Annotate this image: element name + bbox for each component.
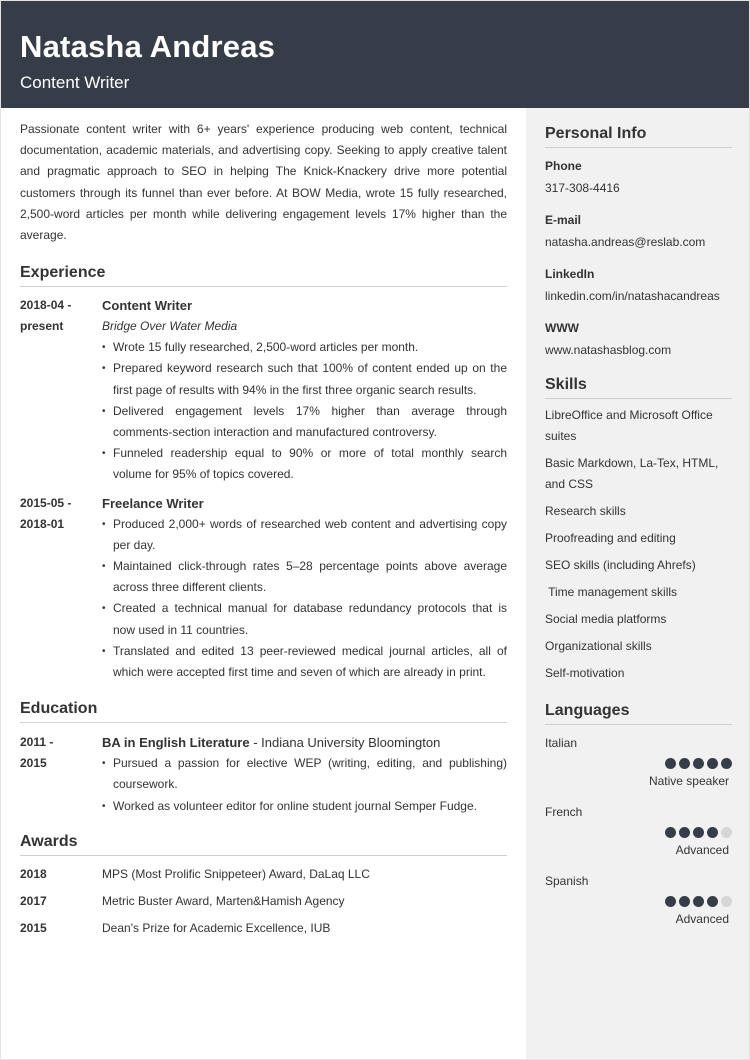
education-date: 2011 - 2015 — [20, 735, 54, 771]
language-level: Native speaker — [648, 774, 729, 788]
award-year: 2015 — [20, 920, 47, 935]
education-entry — [20, 732, 507, 817]
award-year: 2018 — [20, 866, 47, 881]
www-label: WWW — [545, 321, 579, 335]
rating-dot-filled — [693, 758, 704, 769]
bullet-item: • Delivered engagement levels 17% higher than average through comments-section interaction and manufactured controversy. — [102, 401, 507, 443]
rating-dot-filled — [693, 896, 704, 907]
language-level: Advanced — [675, 843, 729, 857]
phone-label: Phone — [545, 159, 582, 173]
language-item — [545, 804, 732, 858]
bullet-item: • Funneled readership equal to 90% or more of total monthly search volume for 95% of topics covered. — [102, 443, 507, 485]
email-value[interactable]: natasha.andreas@reslab.com — [545, 235, 706, 249]
bullet-item: • Worked as volunteer editor for online student journal Semper Fudge. — [102, 796, 507, 817]
job-title: Content Writer — [102, 298, 193, 314]
rating-dot-filled — [665, 758, 676, 769]
skill-item: LibreOffice and Microsoft Office suites — [545, 408, 713, 443]
candidate-title: Content Writer — [20, 73, 130, 92]
bullet-item: • Translated and edited 13 peer-reviewed medical journal articles, all of which were accepted first time and seven of which are already in print. — [102, 641, 507, 683]
rating-dot-empty — [721, 827, 732, 838]
skills-heading: Skills — [545, 375, 732, 399]
skill-item: Organizational skills — [545, 639, 652, 653]
rating-dot-filled — [707, 758, 718, 769]
award-text: Dean's Prize for Academic Excellence, IUB — [102, 920, 331, 935]
bullet-item: • Wrote 15 fully researched, 2,500-word articles per month. — [102, 337, 507, 358]
award-item — [20, 864, 507, 885]
rating-dot-filled — [679, 827, 690, 838]
bullet-item: • Prepared keyword research such that 100% of content ended up on the first page of results with 94% in the first three organic search results. — [102, 358, 507, 400]
entry-body — [102, 295, 507, 485]
rating-dot-filled — [679, 758, 690, 769]
school-name: - Indiana University Bloomington — [249, 735, 441, 751]
personal-info-heading: Personal Info — [545, 124, 732, 148]
rating-dot-filled — [721, 758, 732, 769]
summary-paragraph: Passionate content writer with 6+ years' experience producing web content, technical documentation, academic materials, and advertising copy. Seeking to apply creative talent and pragmatic approach to SEO in helping The Knick-Knackery drive more potential customers through its funnel than ever before. At BOW Media, wrote 15 fully researched, 2,500-word articles per month while delivering engagement levels 17% higher than the average. — [20, 122, 507, 243]
skill-item: Proofreading and editing — [545, 531, 676, 545]
language-item — [545, 873, 732, 927]
experience-entry — [20, 493, 507, 684]
rating-dot-filled — [665, 896, 676, 907]
entry-body — [102, 493, 507, 684]
award-year: 2017 — [20, 893, 47, 908]
skill-item: Social media platforms — [545, 612, 667, 626]
language-name: Italian — [545, 736, 578, 750]
language-rating — [545, 827, 732, 838]
experience-heading: Experience — [20, 263, 507, 287]
language-name: Spanish — [545, 874, 589, 888]
rating-dot-filled — [665, 827, 676, 838]
skill-item: Self-motivation — [545, 666, 625, 680]
main-column — [20, 119, 507, 945]
rating-dot-filled — [679, 896, 690, 907]
linkedin-label: LinkedIn — [545, 267, 595, 281]
entry-date: 2018-04 - present — [20, 298, 72, 334]
awards-list — [20, 864, 507, 939]
skill-item: SEO skills (including Ahrefs) — [545, 558, 696, 572]
phone-value: 317-308-4416 — [545, 181, 620, 195]
candidate-name: Natasha Andreas — [20, 29, 276, 64]
bullet-item: • Created a technical manual for database redundancy protocols that is now used in 11 countries. — [102, 598, 507, 640]
award-text: MPS (Most Prolific Snippeteer) Award, DaLaq LLC — [102, 866, 370, 881]
job-bullets — [102, 337, 507, 485]
education-heading: Education — [20, 699, 507, 723]
email-label: E-mail — [545, 213, 582, 227]
skill-item: Research skills — [545, 504, 626, 518]
education-bullets — [102, 753, 507, 817]
linkedin-value[interactable]: linkedin.com/in/natashacandreas — [545, 289, 720, 303]
job-bullets — [102, 514, 507, 684]
bullet-item: • Pursued a passion for elective WEP (writing, editing, and publishing) coursework. — [102, 753, 507, 795]
skill-item: Basic Markdown, La-Tex, HTML, and CSS — [545, 456, 719, 491]
rating-dot-filled — [707, 896, 718, 907]
bullet-item: • Maintained click-through rates 5–28 percentage points above average across three different clients. — [102, 556, 507, 598]
language-item — [545, 735, 732, 789]
rating-dot-empty — [721, 896, 732, 907]
degree-name: BA in English Literature — [102, 735, 250, 751]
job-organization: Bridge Over Water Media — [102, 319, 238, 334]
bullet-item: • Produced 2,000+ words of researched web content and advertising copy per day. — [102, 514, 507, 556]
rating-dot-filled — [693, 827, 704, 838]
education-body — [102, 732, 507, 817]
language-rating — [545, 758, 732, 769]
www-value[interactable]: www.natashasblog.com — [545, 343, 672, 357]
experience-entry — [20, 295, 507, 485]
skills-list — [545, 405, 732, 684]
degree-line — [102, 732, 507, 753]
language-name: French — [545, 805, 583, 819]
award-item — [20, 891, 507, 912]
language-level: Advanced — [675, 912, 729, 926]
job-title: Freelance Writer — [102, 495, 204, 511]
languages-heading: Languages — [545, 701, 732, 725]
skill-item: Time management skills — [545, 585, 678, 599]
language-rating — [545, 896, 732, 907]
award-item — [20, 918, 507, 939]
entry-date: 2015-05 - 2018-01 — [20, 495, 72, 531]
awards-heading: Awards — [20, 832, 507, 856]
sidebar — [526, 108, 750, 1060]
award-text: Metric Buster Award, Marten&Hamish Agency — [102, 893, 345, 908]
resume-header — [1, 1, 750, 108]
languages-list — [545, 735, 732, 927]
rating-dot-filled — [707, 827, 718, 838]
